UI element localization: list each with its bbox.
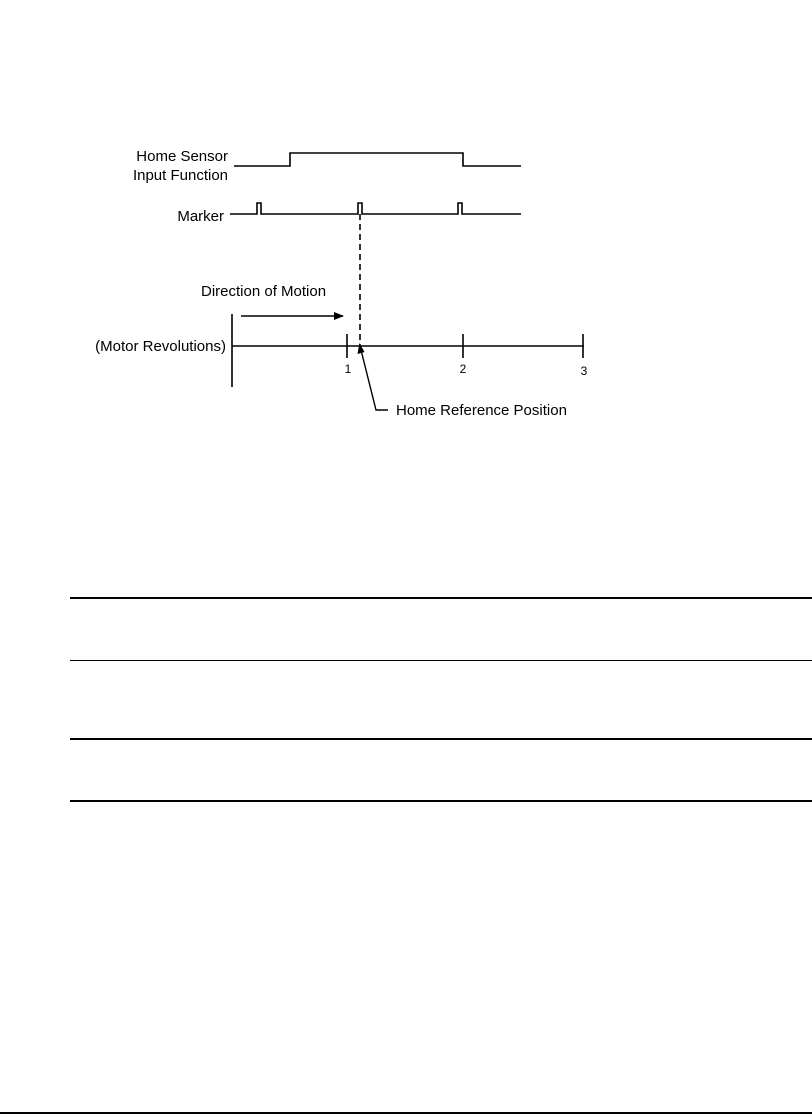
- tick-label-3: 3: [580, 364, 588, 378]
- home-reference-leader: [361, 350, 388, 410]
- tick-label-1: 1: [344, 362, 352, 376]
- motor-revolutions-label: (Motor Revolutions): [95, 338, 226, 355]
- home-reference-label: Home Reference Position: [396, 402, 567, 419]
- tick-label-2: 2: [459, 362, 467, 376]
- home-reference-arrowhead: [358, 343, 365, 354]
- table-rule-bottom: [70, 800, 812, 802]
- table-rule-3: [70, 738, 812, 740]
- direction-of-motion-label: Direction of Motion: [201, 283, 327, 300]
- marker-waveform: [230, 203, 521, 214]
- home-sensor-label-line2: Input Function: [132, 167, 228, 184]
- home-sensor-waveform: [234, 153, 521, 166]
- marker-label: Marker: [177, 208, 224, 225]
- home-sensor-label-line1: Home Sensor: [136, 148, 228, 165]
- table-rule-top: [70, 597, 812, 599]
- page-footer-rule: [0, 1112, 812, 1114]
- table-rule-2: [70, 660, 812, 661]
